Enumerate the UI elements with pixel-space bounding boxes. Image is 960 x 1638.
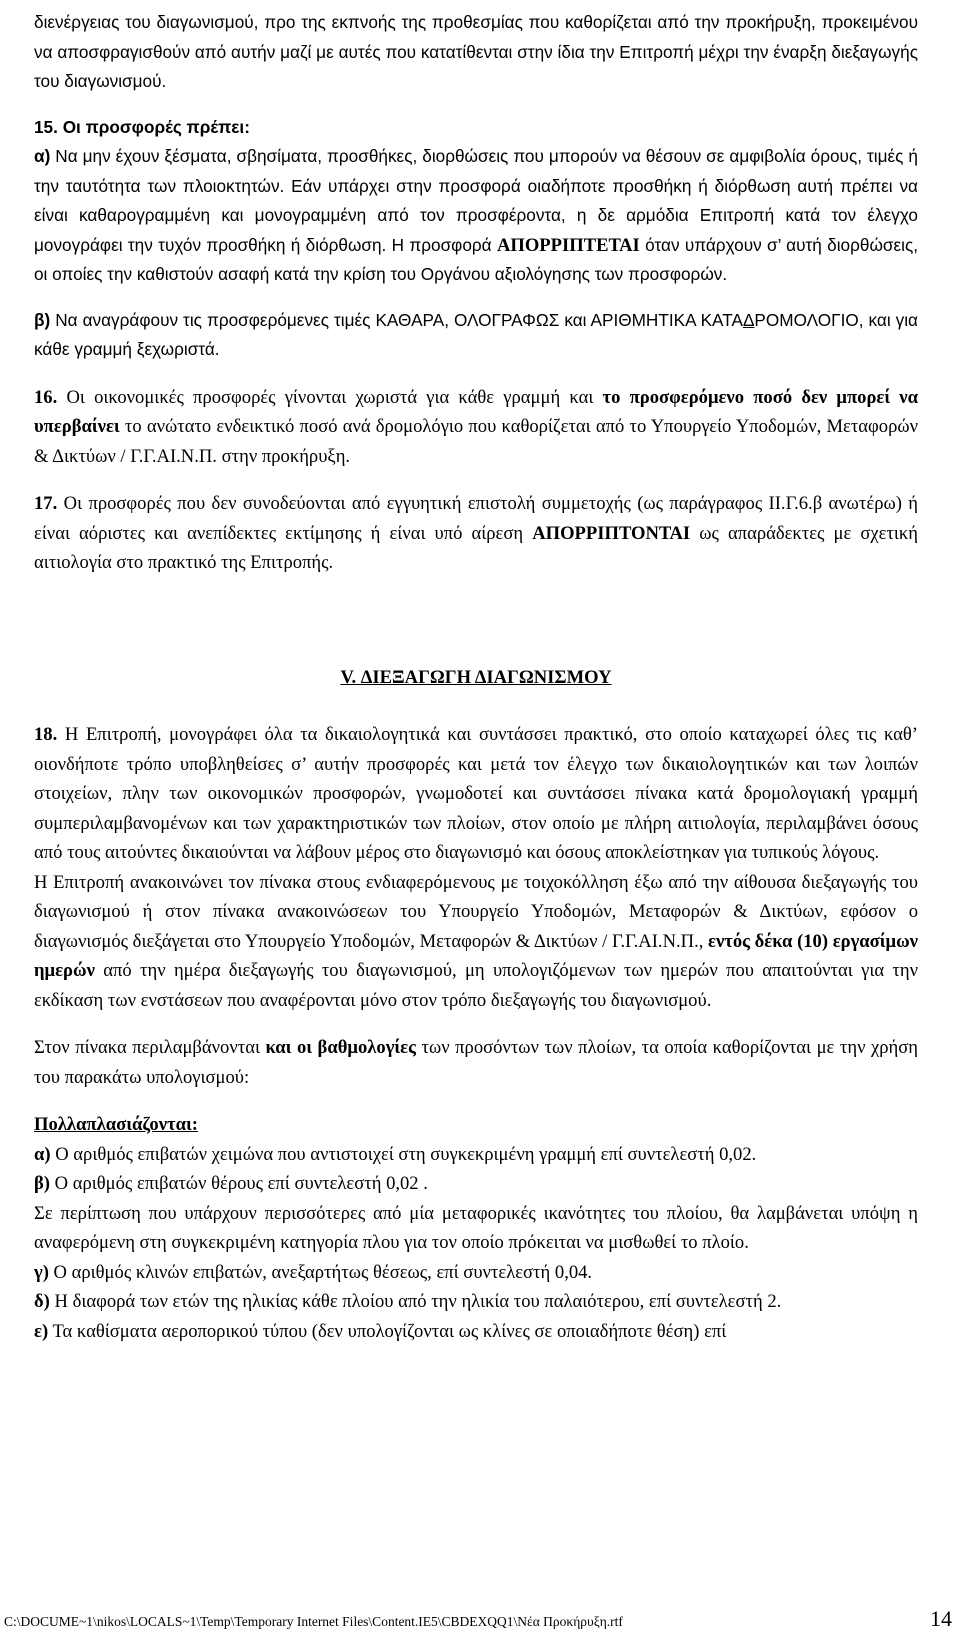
item-18-paragraph-2 xyxy=(34,868,918,1016)
multiplier-a xyxy=(34,1140,918,1170)
multiplier-d xyxy=(34,1287,918,1317)
multiplier-d-text: Η διαφορά των ετών της ηλικίας κάθε πλοίου από την ηλικία του παλαιότερου, επί συντελεστή 2. xyxy=(54,1291,782,1312)
item-18-number: 18. xyxy=(34,724,58,745)
section-heading: V. ΔΙΕΞΑΓΩΓΗ ΔΙΑΓΩΝΙΣΜΟΥ xyxy=(340,666,612,688)
item-15-b-tail: ΡΟΜΟΛΟΓΙΟ, και για κάθε γραμμή ξεχωριστά. xyxy=(34,309,918,359)
item-16-text2: το ανώτατο ενδεικτικό ποσό ανά δρομολόγιο που καθορίζεται από το Υπουργείο Υποδομών, Μεταφορών & Δικτύων / Γ.Γ.ΑΙ.Ν.Π. στην προκήρυξη. xyxy=(34,416,918,467)
item-15-title: Οι προσφορές πρέπει: xyxy=(62,116,250,137)
item-18-p3-bold: και οι βαθμολογίες xyxy=(265,1037,416,1058)
item-18-paragraph-1 xyxy=(34,720,918,868)
multiplier-e-text: Τα καθίσματα αεροπορικού τύπου (δεν υπολογίζονται ως κλίνες σε οποιαδήποτε θέση) επί xyxy=(52,1320,727,1342)
multiplier-b-note: Σε περίπτωση που υπάρχουν περισσότερες από μία μεταφορικές ικανότητες του πλοίου, θα λαμβάνεται υπόψη η αναφερόμενη στη συγκεκριμένη κατηγορία πλου για τον οποίο πρόκειται να μισθωθεί το πλοίο. xyxy=(34,1202,918,1253)
item-15-a-label: α) xyxy=(34,146,51,166)
item-15-a-paragraph xyxy=(34,142,918,290)
multiplier-c xyxy=(34,1258,918,1288)
multipliers-title xyxy=(34,1110,918,1140)
item-15-a-tail: όταν υπάρχουν σ’ αυτή διορθώσεις, οι οποίες την καθιστούν ασαφή κατά την κρίση του Οργάνου αξιολόγησης των προσφορών. xyxy=(34,234,919,284)
item-18-p3-text: Στον πίνακα περιλαμβάνονται xyxy=(34,1037,260,1058)
multiplier-a-label: α) xyxy=(34,1143,51,1165)
multiplier-b-label: β) xyxy=(34,1173,50,1194)
multiplier-b xyxy=(34,1169,918,1199)
item-17-number: 17. xyxy=(34,493,58,514)
item-15-heading xyxy=(34,113,918,143)
item-18-p2-text: Η Επιτροπή ανακοινώνει τον πίνακα στους ενδιαφερόμενους με τοιχοκόλληση έξω από την αίθουσα διεξαγωγής του διαγωνισμού ή στον πίνακα ανακοινώσεων του Υπουργείο Υποδομών, Μεταφορών & Δικτύων, εφόσον ο διαγωνισμός διεξάγεται στο Υπουργείο Υποδομών, Μεταφορών & Δικτύων / Γ.Γ.ΑΙ.Ν.Π., xyxy=(34,871,918,952)
item-18-p2-bold: εντός δέκα (10) εργασίμων ημερών xyxy=(34,930,918,981)
item-15-a-bold: ΑΠΟΡΡΙΠΤΕΤΑΙ xyxy=(496,234,640,256)
item-15-b-text: Να αναγράφουν τις προσφερόμενες τιμές ΚΑΘΑΡΑ, ΟΛΟΓΡΑΦΩΣ και ΑΡΙΘΜΗΤΙΚΑ ΚΑΤΑ xyxy=(55,309,743,330)
multiplier-e xyxy=(34,1317,918,1347)
item-16-paragraph xyxy=(34,383,918,472)
item-15-a-text: Να μην έχουν ξέσματα, σβησίματα, προσθήκες, διορθώσεις που μπορούν να θέσουν σε αμφιβολία όρους, τιμές ή την ταυτότητα των πλοιοκτητών. Εάν υπάρχει στην προσφορά οιαδήποτε προσθήκη ή διόρθωση αυτή πρέπει να είναι καθαρογραμμένη και μονογραμμένη από τον προσφέροντα, η δε αρμόδια Επιτροπή κατά τον έλεγχο μονογράφει την τυχόν προσθήκη ή διόρθωση. Η προσφορά xyxy=(34,146,918,255)
intro-paragraph: διενέργειας του διαγωνισμού, προ της εκπνοής της προθεσμίας που καθορίζεται από την προκήρυξη, προκειμένου να αποσφραγισθούν από αυτήν μαζί με αυτές που κατατίθενται στην ίδια την Επιτροπή μέχρι την έναρξη διεξαγωγής του διαγωνισμού. xyxy=(34,12,918,91)
item-18-paragraph-3 xyxy=(34,1033,918,1092)
item-16-number: 16. xyxy=(34,386,58,408)
item-17-bold: ΑΠΟΡΡΙΠΤΟΝΤΑΙ xyxy=(532,522,691,544)
multiplier-b-text: Ο αριθμός επιβατών θέρους επί συντελεστή 0,02 . xyxy=(54,1173,428,1194)
item-17-text1: Οι προσφορές που δεν συνοδεύονται από εγγυητική επιστολή συμμετοχής (ως παράγραφος ΙΙ.Γ.6.β ανωτέρω) ή είναι αόριστες και ανεπίδεκτες εκτίμησης ή είναι υπό αίρεση xyxy=(34,493,919,544)
item-17-text2: ως απαράδεκτες με σχετική αιτιολογία στο πρακτικό της Επιτροπής. xyxy=(34,522,919,573)
item-17-paragraph xyxy=(34,489,918,578)
item-18-p3-tail: των προσόντων των πλοίων, τα οποία καθορίζονται με την χρήση του παρακάτω υπολογισμού: xyxy=(34,1037,919,1088)
multiplier-c-label: γ) xyxy=(34,1261,49,1283)
multipliers-title-text: Πολλαπλασιάζονται: xyxy=(34,1114,198,1135)
item-16-text1: Οι οικονομικές προσφορές γίνονται χωριστά για κάθε γραμμή και xyxy=(66,386,594,408)
document-page xyxy=(34,8,918,1346)
item-18-p2-tail: από την ημέρα διεξαγωγής του διαγωνισμού, μη υπολογιζόμενων των ημερών που απαιτούνται για την εκδίκαση των ενστάσεων που αναφέρονται μόνο στον τρόπο διεξαγωγής του διαγωνισμού. xyxy=(34,960,919,1011)
item-15-b-paragraph xyxy=(34,306,918,365)
multiplier-a-text: Ο αριθμός επιβατών χειμώνα που αντιστοιχεί στη συγκεκριμένη γραμμή επί συντελεστή 0,02. xyxy=(55,1143,757,1165)
item-16-bold: το προσφερόμενο ποσό δεν μπορεί να υπερβαίνει xyxy=(34,386,918,437)
item-18-p1: Η Επιτροπή, μονογράφει όλα τα δικαιολογητικά και συντάσσει πρακτικό, στο οποίο καταχωρεί όλες τις καθ’ οιονδήποτε τρόπο υποβληθείσες σ’ αυτήν προσφορές και μετά τον έλεγχο των δικαιολογητικών και των λοιπών στοιχείων, πλην των οικονομικών προσφορών, γνωμοδοτεί και συντάσσει πίνακα κατά δρομολογιακή γραμμή συμπεριλαμβανομένων και των χαρακτηριστικών των πλοίων, στον οποίο με πλήρη αιτιολογία, περιλαμβάνει όσους από τους αιτούντες δικαιούνται να λάβουν μέρος στο διαγωνισμό και όσους αποκλείστηκαν για τυπικούς λόγους. xyxy=(34,724,918,863)
page-number: 14 xyxy=(930,1606,952,1631)
item-15-b-label: β) xyxy=(34,309,51,330)
item-15-number: 15. xyxy=(34,116,58,137)
multiplier-e-label: ε) xyxy=(34,1320,49,1342)
multiplier-c-text: Ο αριθμός κλινών επιβατών, ανεξαρτήτως θέσεως, επί συντελεστή 0,04. xyxy=(53,1261,593,1283)
item-15-b-underlined: Δ xyxy=(742,309,755,330)
multiplier-d-label: δ) xyxy=(34,1291,50,1312)
footer-file-path: C:\DOCUME~1\nikos\LOCALS~1\Temp\Temporary Internet Files\Content.IE5\CBDEXQQ1\Νέα Προκήρυξη.rtf xyxy=(4,1614,623,1629)
